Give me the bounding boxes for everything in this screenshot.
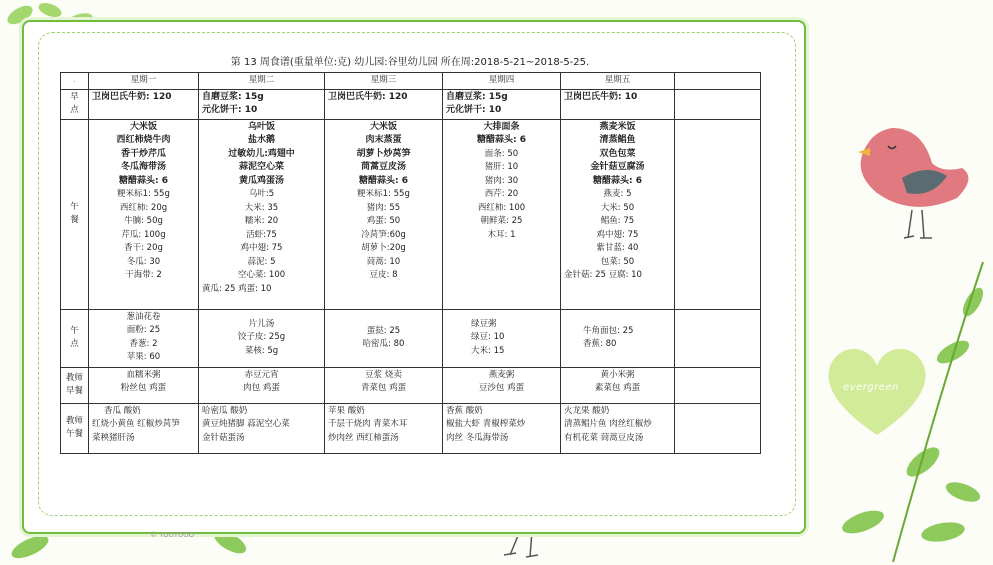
day-header: 星期三 bbox=[325, 73, 443, 90]
menu-cell: 香蕉 酸奶 椒盐大虾 青椒榨菜炒 肉丝 冬瓜海带汤 bbox=[443, 403, 561, 453]
extra-cell bbox=[675, 73, 761, 90]
row-label: 午 点 bbox=[61, 309, 89, 367]
menu-title: 第 13 周食谱(重量单位:克) 幼儿园:谷里幼儿园 所在周:2018-5-21~2018-5-25. bbox=[230, 57, 590, 68]
menu-cell: 血糯米粥 粉丝包 鸡蛋 bbox=[89, 367, 199, 403]
teacher-lunch-row bbox=[61, 403, 761, 453]
menu-cell: 自磨豆浆: 15g 元化饼干: 10 bbox=[443, 89, 561, 119]
row-label: 教师 早餐 bbox=[61, 367, 89, 403]
day-header: 星期四 bbox=[443, 73, 561, 90]
watermark-logo: © YOUYUOO bbox=[150, 531, 195, 539]
menu-cell: 燕麦粥 豆沙包 鸡蛋 bbox=[443, 367, 561, 403]
extra-cell bbox=[675, 309, 761, 367]
corner-cell: . bbox=[61, 73, 89, 90]
snack-row bbox=[61, 309, 761, 367]
bird-icon-right bbox=[852, 118, 982, 248]
menu-cell: 绿豆粥 绿豆: 10 大米: 15 bbox=[443, 309, 561, 367]
menu-cell: 大米饭 西红柿烧牛肉 香干炒芹瓜 冬瓜海带汤 糖醋蒜头: 6 粳米标1: 55g 西红柿: 20g 牛腩: 50g 芹瓜: 100g 香干: 20g 冬瓜: 30 干海带: 2 bbox=[89, 119, 199, 309]
menu-cell: 片儿汤 饺子皮: 25g 菜核: 5g bbox=[199, 309, 325, 367]
day-header: 星期五 bbox=[561, 73, 675, 90]
day-header: 星期一 bbox=[89, 73, 199, 90]
menu-cell: 卫岗巴氏牛奶: 10 bbox=[561, 89, 675, 119]
extra-cell bbox=[675, 89, 761, 119]
extra-cell bbox=[675, 403, 761, 453]
menu-cell: 大米饭 肉末蒸蛋 胡萝卜炒莴笋 茼蒿豆皮汤 糖醋蒜头: 6 粳米标1: 55g 猪肉: 55 鸡蛋: 50 冷莴笋:60g 胡萝卜:20g 茼蒿: 10 豆皮: 8 bbox=[325, 119, 443, 309]
teacher-breakfast-row bbox=[61, 367, 761, 403]
weekly-menu-table bbox=[60, 72, 761, 454]
extra-cell bbox=[675, 119, 761, 309]
row-label: 早 点 bbox=[61, 89, 89, 119]
breakfast-row bbox=[61, 89, 761, 119]
menu-cell: 火龙果 酸奶 清蒸鲳片鱼 肉丝红椒炒 有机花菜 茼蒿豆皮汤 bbox=[561, 403, 675, 453]
menu-cell: 自磨豆浆: 15g 元化饼干: 10 bbox=[199, 89, 325, 119]
heart-label: evergreen bbox=[843, 382, 899, 393]
day-header: 星期二 bbox=[199, 73, 325, 90]
menu-cell: 哈密瓜 酸奶 黄豆炖猪脚 蒜泥空心菜 金针菇蛋汤 bbox=[199, 403, 325, 453]
menu-cell: 赤豆元宵 肉包 鸡蛋 bbox=[199, 367, 325, 403]
menu-cell: 燕麦米饭 清蒸鲳鱼 双色包菜 金针菇豆腐汤 糖醋蒜头: 6 燕麦: 5 大米: 50 鲳鱼: 75 鸡中翅: 75 紫甘蓝: 40 包菜: 50 金针菇: 25 豆腐: 10 bbox=[561, 119, 675, 309]
menu-cell: 黄小米粥 素菜包 鸡蛋 bbox=[561, 367, 675, 403]
menu-cell: 香瓜 酸奶 红烧小黄鱼 红椒炒莴笋 菜秧猪肝汤 bbox=[89, 403, 199, 453]
menu-cell: 大排面条 糖醋蒜头: 6 面条: 50 猪肝: 10 猪肉: 30 西芹: 20 西红柿: 100 朝鲜菜: 25 木耳: 1 bbox=[443, 119, 561, 309]
menu-cell: 卫岗巴氏牛奶: 120 bbox=[325, 89, 443, 119]
menu-cell: 蛋挞: 25 哈密瓜: 80 bbox=[325, 309, 443, 367]
menu-cell: 牛角面包: 25 香蕉: 80 bbox=[561, 309, 675, 367]
extra-cell bbox=[675, 367, 761, 403]
menu-cell: 卫岗巴氏牛奶: 120 bbox=[89, 89, 199, 119]
menu-cell: 葱油花卷 面粉: 25 香葱: 2 苹果: 60 bbox=[89, 309, 199, 367]
menu-cell: 豆浆 烧卖 青菜包 鸡蛋 bbox=[325, 367, 443, 403]
table-header-row bbox=[61, 73, 761, 90]
lunch-row bbox=[61, 119, 761, 309]
menu-cell: 乌叶饭 盐水鹅 过敏幼儿:鸡翅中 蒜泥空心菜 黄瓜鸡蛋汤 乌叶:5 大米: 35 糯米: 20 活虾:75 鸡中翅: 75 蒜泥: 5 空心菜: 100 黄瓜: 25 鸡蛋: 10 bbox=[199, 119, 325, 309]
row-label: 教师 午餐 bbox=[61, 403, 89, 453]
row-label: 午 餐 bbox=[61, 119, 89, 309]
menu-cell: 苹果 酸奶 千层干烧肉 青菜木耳 炒肉丝 西红柿蛋汤 bbox=[325, 403, 443, 453]
